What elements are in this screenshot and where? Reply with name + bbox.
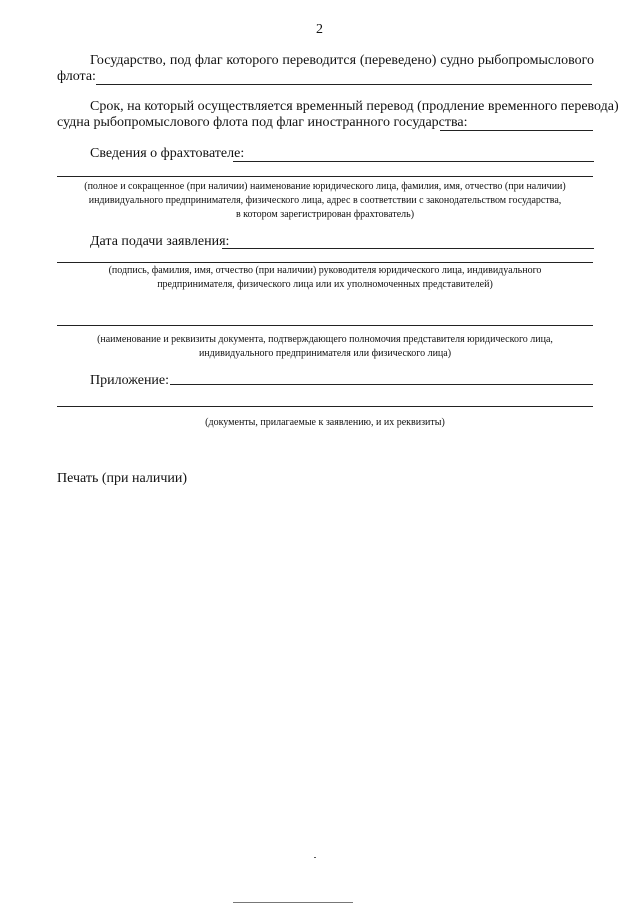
term-question-line2: судна рыбопромыслового флота под флаг иностранного государства:: [57, 115, 468, 130]
seal-label: Печать (при наличии): [57, 471, 188, 486]
charterer-caption-line1: (полное и сокращенное (при наличии) наименование юридического лица, фамилия, имя, отчество (при наличии): [84, 181, 566, 192]
attachment-caption: (документы, прилагаемые к заявлению, и их реквизиты): [205, 417, 445, 428]
authority-caption-line1: (наименование и реквизиты документа, подтверждающего полномочия представителя юридического лица,: [97, 334, 553, 345]
charterer-answer-line-2[interactable]: [57, 176, 593, 177]
attachment-label: Приложение:: [90, 373, 170, 388]
term-answer-line[interactable]: [440, 130, 593, 131]
charterer-caption-line3: в котором зарегистрирован фрахтователь): [235, 209, 415, 220]
scan-bottom-edge: [233, 902, 353, 903]
charterer-answer-line[interactable]: [233, 161, 594, 162]
application-date-label: Дата подачи заявления:: [90, 234, 230, 249]
signature-caption-line2: предпринимателя, физического лица или их уполномоченных представителей): [157, 279, 493, 290]
charterer-label: Сведения о фрахтователе:: [90, 146, 245, 161]
application-date-answer-line[interactable]: [222, 248, 594, 249]
charterer-caption-line2: индивидуального предпринимателя, физического лица, адрес в соответствии с законодательством государства,: [88, 195, 562, 206]
attachment-answer-line-2[interactable]: [57, 406, 593, 407]
signature-line[interactable]: [57, 262, 593, 263]
authority-caption-line2: индивидуального предпринимателя или физического лица): [198, 348, 452, 359]
attachment-answer-line[interactable]: [170, 384, 593, 385]
state-question-line2: флота:: [57, 69, 96, 84]
page-number: 2: [316, 22, 323, 37]
authority-document-line[interactable]: [57, 325, 593, 326]
term-question-line1: Срок, на который осуществляется временный перевод (продление временного перевода): [90, 99, 619, 114]
state-question-line1: Государство, под флаг которого переводится (переведено) судно рыбопромыслового: [90, 53, 594, 68]
scan-speck: [314, 857, 316, 858]
signature-caption-line1: (подпись, фамилия, имя, отчество (при наличии) руководителя юридического лица, индивидуального: [108, 265, 542, 276]
state-answer-line[interactable]: [96, 84, 592, 85]
